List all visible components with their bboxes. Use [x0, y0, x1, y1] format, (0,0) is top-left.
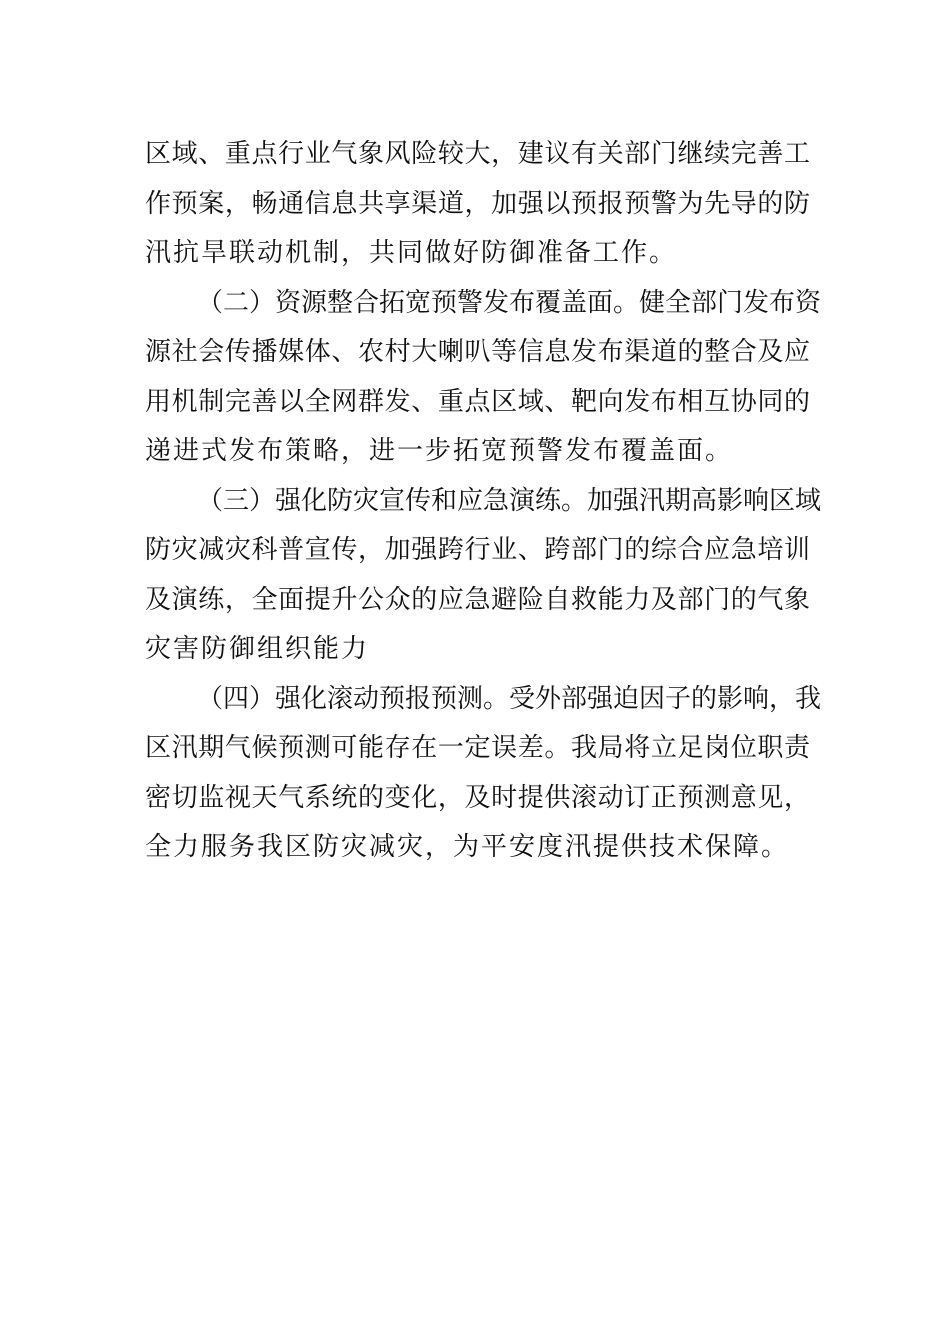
text-line: 递进式发布策略，进一步拓宽预警发布覆盖面。	[145, 436, 734, 466]
paragraph-section-2	[145, 279, 822, 477]
text-line: （四）强化滚动预报预测。受外部强迫因子的影响，我	[197, 683, 822, 714]
text-line: 区域、重点行业气象风险较大，建议有关部门继续完善工	[145, 139, 810, 169]
paragraph-section-3	[145, 477, 822, 675]
text-line: 源社会传播媒体、农村大喇叭等信息发布渠道的整合及应	[145, 337, 810, 367]
text-line: 区汛期气候预测可能存在一定误差。我局将立足岗位职责	[145, 733, 810, 763]
text-line: 及演练，全面提升公众的应急避险自救能力及部门的气象	[145, 584, 810, 615]
text-line: 防灾减灾科普宣传，加强跨行业、跨部门的综合应急培训	[145, 535, 810, 565]
text-line: 汛抗旱联动机制，共同做好防御准备工作。	[145, 238, 678, 268]
paragraph-1-continuation	[145, 130, 810, 279]
text-line: 密切监视天气系统的变化，及时提供滚动订正预测意见，	[145, 782, 810, 813]
text-line: 全力服务我区防灾减灾，为平安度汛提供技术保障。	[145, 832, 790, 862]
text-line: （三）强化防灾宣传和应急演练。加强汛期高影响区域	[197, 485, 822, 516]
text-line: 灾害防御组织能力	[145, 634, 370, 664]
text-line: 作预案，畅通信息共享渠道，加强以预报预警为先导的防	[145, 188, 810, 219]
text-line: （二）资源整合拓宽预警发布覆盖面。健全部门发布资	[197, 287, 822, 318]
document-body	[145, 130, 822, 873]
paragraph-section-4	[145, 675, 822, 873]
text-line: 用机制完善以全网群发、重点区域、靶向发布相互协同的	[145, 386, 810, 417]
